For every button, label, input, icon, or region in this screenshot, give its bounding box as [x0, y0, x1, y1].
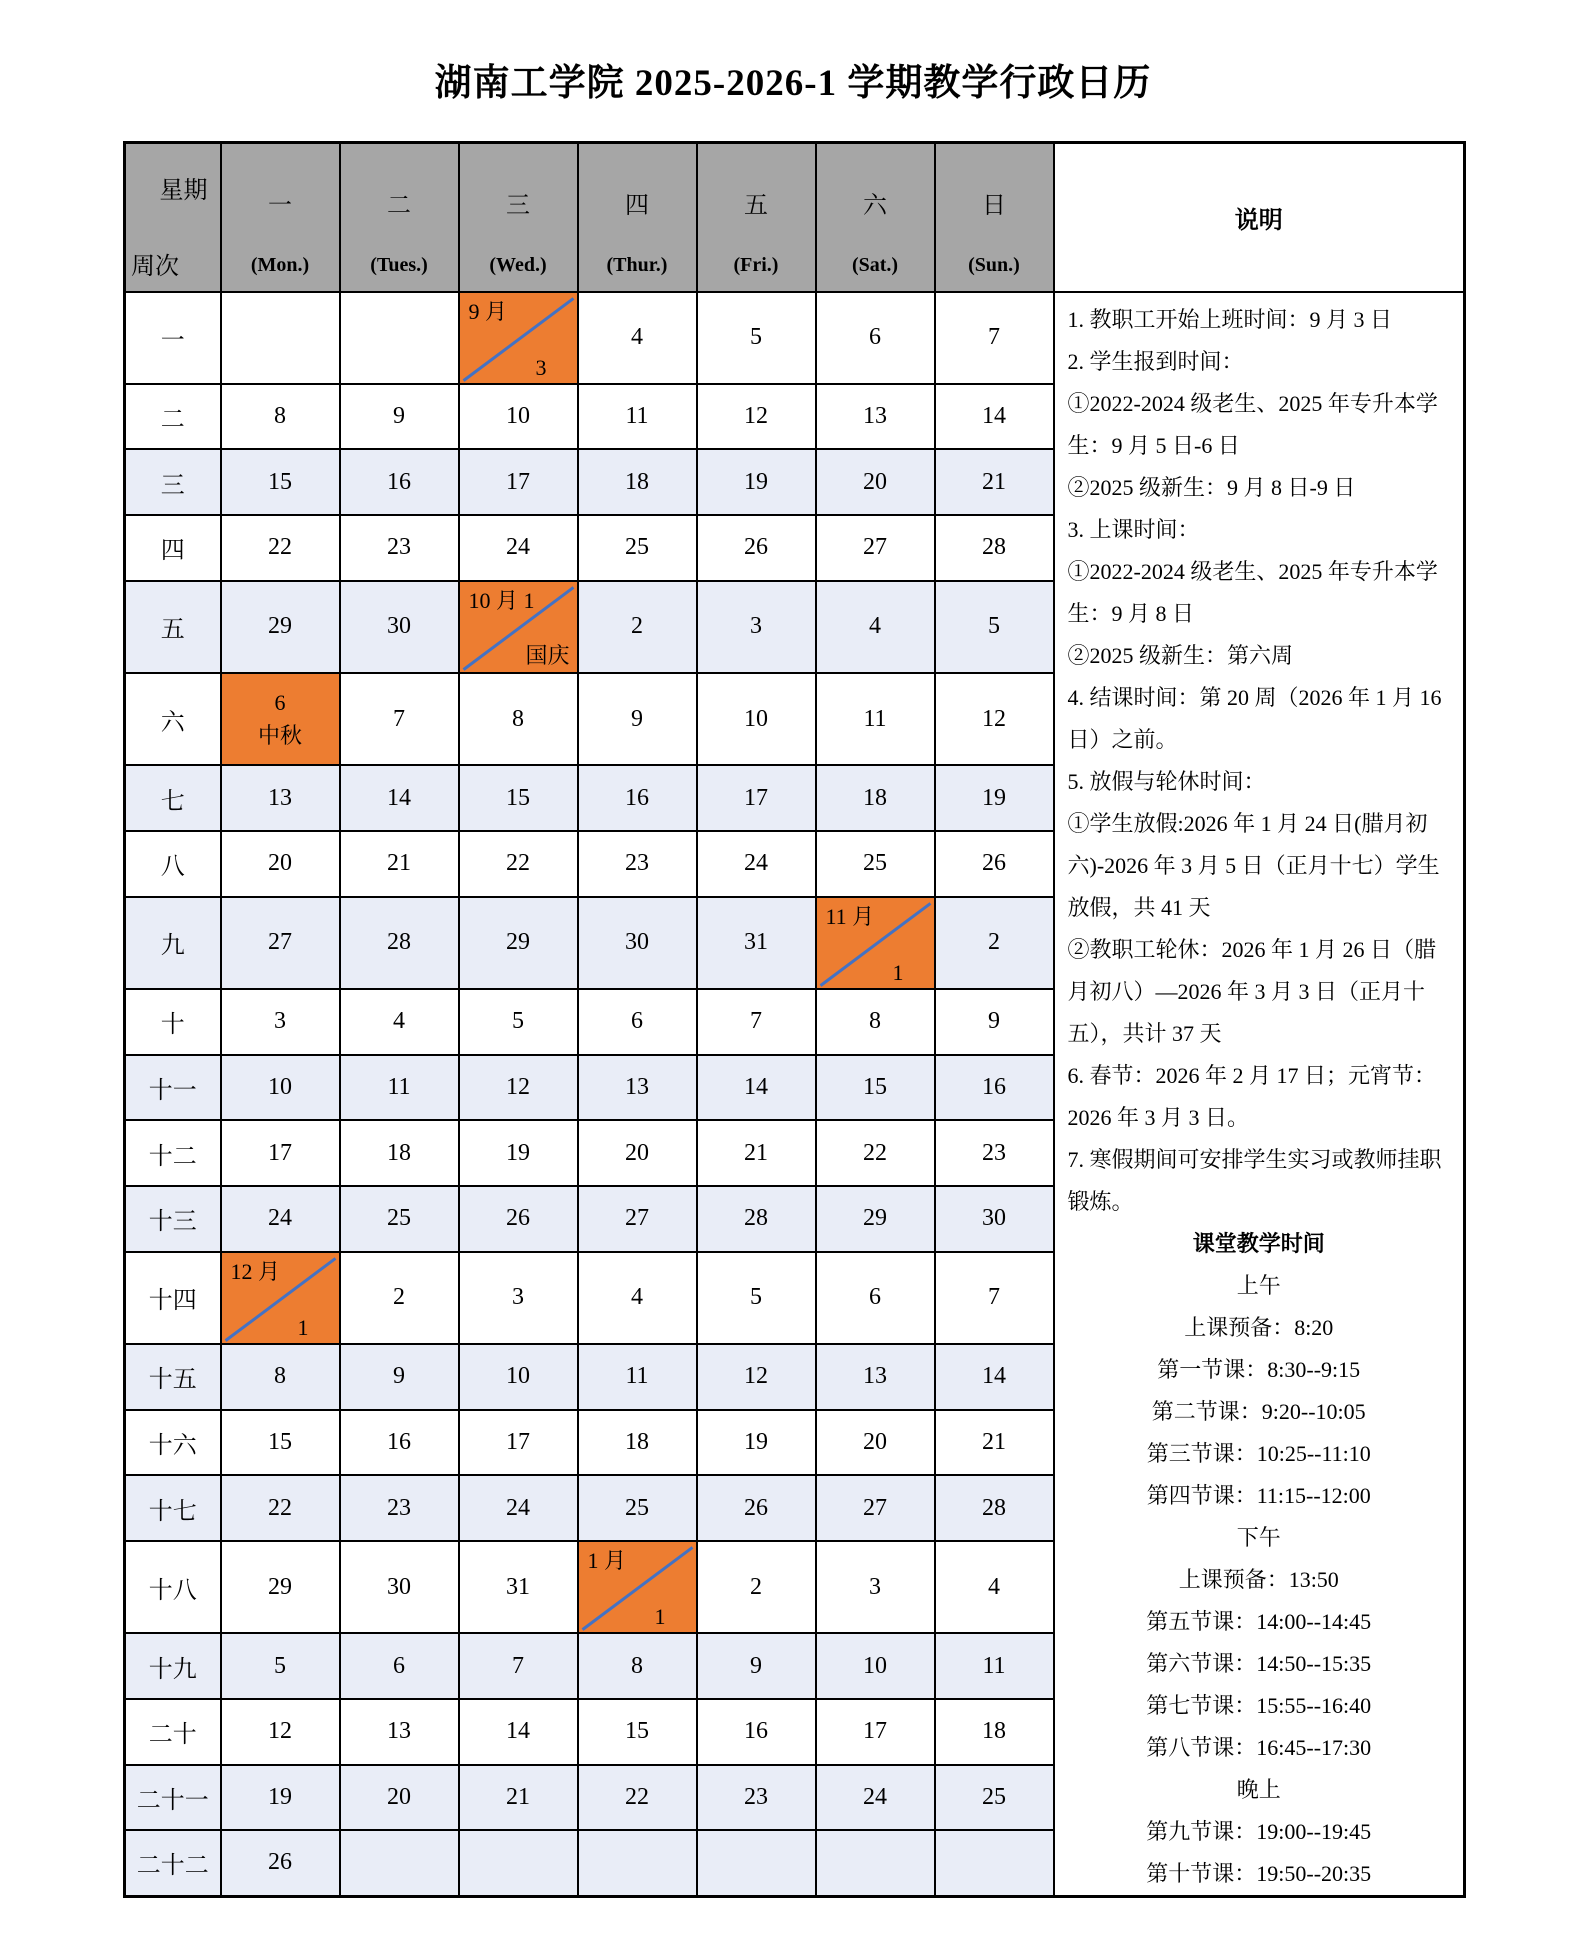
- month-label: 9 月: [468, 298, 508, 324]
- day-header-sat: [816, 143, 935, 292]
- week-label: 五: [125, 581, 221, 673]
- schedule-item: 第九节课：19:00--19:45: [1146, 1818, 1372, 1844]
- schedule-item: 上课预备：8:20: [1184, 1314, 1334, 1340]
- day-cell: [935, 1830, 1054, 1896]
- day-cell: 2: [578, 581, 697, 673]
- week-label: 十六: [125, 1410, 221, 1476]
- month-label: 11 月: [825, 903, 875, 929]
- day-header-sat-zh: 六: [863, 193, 887, 220]
- day-cell: 24: [459, 515, 578, 581]
- week-label: 十四: [125, 1252, 221, 1344]
- day-cell: 11: [935, 1633, 1054, 1699]
- day-cell: 20: [340, 1765, 459, 1831]
- day-cell: 29: [459, 897, 578, 989]
- week-label: 二十: [125, 1699, 221, 1765]
- day-cell: 23: [340, 515, 459, 581]
- day-cell: 12: [221, 1699, 340, 1765]
- note-line: 1. 教职工开始上班时间：9 月 3 日: [1067, 306, 1393, 332]
- day-cell: 24: [221, 1186, 340, 1252]
- corner-weekday-label: 星期: [159, 178, 208, 204]
- day-cell: 4: [340, 989, 459, 1055]
- week-label: 二十一: [125, 1765, 221, 1831]
- day-cell: 7: [459, 1633, 578, 1699]
- day-cell: 14: [935, 1344, 1054, 1410]
- day-cell: 22: [578, 1765, 697, 1831]
- day-cell: 5: [697, 292, 816, 384]
- month-start-cell: [816, 897, 935, 989]
- day-cell: 12: [697, 384, 816, 450]
- day-cell: 16: [340, 1410, 459, 1476]
- day-cell: 28: [697, 1186, 816, 1252]
- day-cell: 31: [697, 897, 816, 989]
- day-header-thu: [578, 143, 697, 292]
- month-day-label: 1: [297, 1315, 309, 1341]
- note-line: 2. 学生报到时间：: [1067, 348, 1244, 374]
- day-cell: 7: [697, 989, 816, 1055]
- day-cell: 25: [816, 831, 935, 897]
- day-cell: 21: [935, 449, 1054, 515]
- day-cell: 22: [221, 1475, 340, 1541]
- day-cell: 21: [697, 1120, 816, 1186]
- day-header-tue-en: (Tues.): [370, 254, 428, 277]
- day-cell: 15: [816, 1055, 935, 1121]
- week-label: 十七: [125, 1475, 221, 1541]
- day-header-wed-en: (Wed.): [489, 254, 547, 277]
- day-cell: 13: [816, 1344, 935, 1410]
- schedule-item: 第三节课：10:25--11:10: [1146, 1440, 1371, 1466]
- schedule-item: 第八节课：16:45--17:30: [1146, 1734, 1372, 1760]
- day-cell: 14: [697, 1055, 816, 1121]
- day-cell: 4: [578, 292, 697, 384]
- day-cell: 17: [221, 1120, 340, 1186]
- day-cell: 18: [935, 1699, 1054, 1765]
- festival-cell: [221, 673, 340, 765]
- day-header-tue-zh: 二: [387, 193, 411, 220]
- festival-day-label: 6: [274, 690, 286, 716]
- day-cell: 27: [578, 1186, 697, 1252]
- day-header-mon-en: (Mon.): [250, 254, 310, 277]
- day-cell: 8: [221, 384, 340, 450]
- day-cell: 4: [816, 581, 935, 673]
- day-cell: 29: [221, 1541, 340, 1633]
- day-cell: 23: [340, 1475, 459, 1541]
- day-cell: 21: [459, 1765, 578, 1831]
- day-cell: 6: [816, 1252, 935, 1344]
- day-cell: [578, 1830, 697, 1896]
- week-label: 十五: [125, 1344, 221, 1410]
- week-label: 八: [125, 831, 221, 897]
- month-label: 1 月: [587, 1548, 627, 1574]
- schedule-section-heading: 上午: [1236, 1272, 1281, 1298]
- day-cell: 10: [697, 673, 816, 765]
- note-line: 3. 上课时间：: [1067, 516, 1200, 542]
- class-schedule-title: 课堂教学时间: [1192, 1230, 1325, 1256]
- day-cell: 24: [697, 831, 816, 897]
- notes-cell: [1054, 292, 1465, 1897]
- day-cell: 7: [340, 673, 459, 765]
- week-label: 十二: [125, 1120, 221, 1186]
- day-cell: [697, 1830, 816, 1896]
- week-label: 三: [125, 449, 221, 515]
- day-cell: 13: [221, 765, 340, 831]
- day-cell: 20: [578, 1120, 697, 1186]
- day-cell: 24: [816, 1765, 935, 1831]
- day-cell: 5: [935, 581, 1054, 673]
- page-title: 湖南工学院 2025-2026-1 学期教学行政日历: [434, 63, 1152, 104]
- header-row: [125, 143, 1465, 292]
- day-cell: 26: [459, 1186, 578, 1252]
- day-cell: 11: [578, 384, 697, 450]
- day-cell: 5: [459, 989, 578, 1055]
- day-cell: 25: [340, 1186, 459, 1252]
- day-cell: 10: [459, 1344, 578, 1410]
- note-line: ①2022-2024 级老生、2025 年专升本学生：9 月 8 日: [1067, 558, 1438, 626]
- week-label: 六: [125, 673, 221, 765]
- day-cell: 22: [221, 515, 340, 581]
- day-header-thu-zh: 四: [625, 193, 649, 220]
- month-day-label: 3: [535, 354, 547, 380]
- month-day-label: 1: [892, 960, 904, 986]
- corner-header-cell: [125, 143, 221, 292]
- calendar-body: [125, 292, 1465, 1897]
- day-cell: 8: [459, 673, 578, 765]
- class-schedule: [1068, 1223, 1451, 1895]
- calendar-table: [123, 141, 1466, 1898]
- schedule-item: 第七节课：15:55--16:40: [1146, 1692, 1372, 1718]
- month-day-label: 1: [654, 1604, 666, 1630]
- day-cell: [340, 1830, 459, 1896]
- day-cell: 3: [697, 581, 816, 673]
- schedule-item: 上课预备：13:50: [1178, 1566, 1339, 1592]
- day-header-fri: [697, 143, 816, 292]
- day-header-mon-zh: 一: [268, 193, 292, 220]
- day-cell: 15: [459, 765, 578, 831]
- day-cell: 8: [221, 1344, 340, 1410]
- day-cell: 26: [697, 1475, 816, 1541]
- day-cell: 9: [578, 673, 697, 765]
- notes-content: [1055, 293, 1464, 1895]
- day-cell: 3: [816, 1541, 935, 1633]
- day-cell: 7: [935, 1252, 1054, 1344]
- day-cell: 4: [578, 1252, 697, 1344]
- note-line: 7. 寒假期间可安排学生实习或教师挂职锻炼。: [1067, 1146, 1442, 1214]
- week-label: 二: [125, 384, 221, 450]
- day-cell: 11: [816, 673, 935, 765]
- day-cell: 17: [816, 1699, 935, 1765]
- day-cell: 30: [340, 1541, 459, 1633]
- day-header-sun-zh: 日: [982, 193, 1006, 220]
- day-cell: 23: [578, 831, 697, 897]
- note-line: ①学生放假:2026 年 1 月 24 日(腊月初六)-2026 年 3 月 5 日（正月十七）学生放假，共 41 天: [1067, 810, 1440, 920]
- week-label: 十一: [125, 1055, 221, 1121]
- day-cell: 2: [935, 897, 1054, 989]
- schedule-section-heading: 晚上: [1236, 1776, 1281, 1802]
- day-cell: 6: [578, 989, 697, 1055]
- day-cell: 9: [697, 1633, 816, 1699]
- week-label: 十三: [125, 1186, 221, 1252]
- day-cell: 23: [935, 1120, 1054, 1186]
- day-header-mon: [221, 143, 340, 292]
- day-cell: 14: [340, 765, 459, 831]
- day-cell: 10: [221, 1055, 340, 1121]
- day-cell: 15: [221, 1410, 340, 1476]
- day-cell: 9: [340, 1344, 459, 1410]
- day-cell: 6: [340, 1633, 459, 1699]
- week-label: 一: [125, 292, 221, 384]
- day-cell: 20: [221, 831, 340, 897]
- month-day-label: 国庆: [525, 643, 570, 669]
- day-cell: 27: [816, 515, 935, 581]
- schedule-item: 第五节课：14:00--14:45: [1146, 1608, 1372, 1634]
- week-label: 十八: [125, 1541, 221, 1633]
- day-cell: 12: [935, 673, 1054, 765]
- day-cell: 28: [935, 515, 1054, 581]
- day-cell: 25: [935, 1765, 1054, 1831]
- day-header-fri-zh: 五: [744, 193, 768, 220]
- day-cell: 11: [578, 1344, 697, 1410]
- day-cell: 16: [697, 1699, 816, 1765]
- day-cell: 13: [578, 1055, 697, 1121]
- day-cell: 28: [935, 1475, 1054, 1541]
- schedule-item: 第六节课：14:50--15:35: [1146, 1650, 1372, 1676]
- day-cell: 22: [816, 1120, 935, 1186]
- schedule-item: 第十节课：19:50--20:35: [1146, 1860, 1372, 1886]
- month-start-cell: [578, 1541, 697, 1633]
- day-cell: 18: [816, 765, 935, 831]
- day-cell: 8: [816, 989, 935, 1055]
- day-cell: 27: [221, 897, 340, 989]
- day-cell: 16: [340, 449, 459, 515]
- week-label: 十九: [125, 1633, 221, 1699]
- note-line: ①2022-2024 级老生、2025 年专升本学生：9 月 5 日-6 日: [1067, 390, 1438, 458]
- day-cell: 30: [340, 581, 459, 673]
- day-cell: 20: [816, 1410, 935, 1476]
- schedule-item: 第一节课：8:30--9:15: [1157, 1356, 1361, 1382]
- corner-weeknum-label: 周次: [131, 253, 179, 280]
- day-header-wed-zh: 三: [506, 193, 530, 220]
- day-cell: 19: [459, 1120, 578, 1186]
- day-cell: 14: [935, 384, 1054, 450]
- day-cell: 12: [697, 1344, 816, 1410]
- month-start-cell: [459, 581, 578, 673]
- day-cell: [340, 292, 459, 384]
- day-cell: 25: [578, 515, 697, 581]
- day-cell: 30: [578, 897, 697, 989]
- day-cell: 10: [816, 1633, 935, 1699]
- day-cell: 21: [935, 1410, 1054, 1476]
- day-header-fri-en: (Fri.): [733, 254, 779, 277]
- day-cell: 29: [221, 581, 340, 673]
- day-cell: 19: [697, 1410, 816, 1476]
- day-cell: 26: [221, 1830, 340, 1896]
- day-cell: 10: [459, 384, 578, 450]
- day-cell: 26: [935, 831, 1054, 897]
- day-cell: 5: [221, 1633, 340, 1699]
- day-cell: 24: [459, 1475, 578, 1541]
- month-label: 12 月: [230, 1258, 281, 1284]
- day-cell: 20: [816, 449, 935, 515]
- day-cell: 15: [221, 449, 340, 515]
- day-cell: 26: [697, 515, 816, 581]
- day-cell: [221, 292, 340, 384]
- day-header-sun: [935, 143, 1054, 292]
- day-cell: 14: [459, 1699, 578, 1765]
- schedule-section-heading: 下午: [1236, 1524, 1281, 1550]
- day-cell: 3: [221, 989, 340, 1055]
- day-header-wed: [459, 143, 578, 292]
- schedule-item: 第四节课：11:15--12:00: [1146, 1482, 1371, 1508]
- day-cell: 13: [816, 384, 935, 450]
- day-cell: 2: [697, 1541, 816, 1633]
- day-cell: 18: [578, 1410, 697, 1476]
- day-cell: 17: [459, 1410, 578, 1476]
- day-cell: 19: [935, 765, 1054, 831]
- day-cell: 3: [459, 1252, 578, 1344]
- note-line: ②2025 级新生：9 月 8 日-9 日: [1067, 474, 1356, 500]
- month-start-cell: [221, 1252, 340, 1344]
- day-cell: 16: [578, 765, 697, 831]
- day-cell: 9: [340, 384, 459, 450]
- day-cell: 17: [459, 449, 578, 515]
- day-cell: 13: [340, 1699, 459, 1765]
- day-cell: 2: [340, 1252, 459, 1344]
- day-header-thu-en: (Thur.): [606, 254, 668, 277]
- note-line: ②教职工轮休：2026 年 1 月 26 日（腊月初八）—2026 年 3 月 3 日（正月十五），共计 37 天: [1067, 936, 1437, 1046]
- day-cell: [459, 1830, 578, 1896]
- day-cell: 8: [578, 1633, 697, 1699]
- week-label: 九: [125, 897, 221, 989]
- festival-name-label: 中秋: [257, 723, 302, 749]
- schedule-item: 第二节课：9:20--10:05: [1151, 1398, 1366, 1424]
- day-cell: 27: [816, 1475, 935, 1541]
- day-cell: 4: [935, 1541, 1054, 1633]
- day-cell: 16: [935, 1055, 1054, 1121]
- notes-header: 说明: [1054, 143, 1465, 292]
- day-cell: 5: [697, 1252, 816, 1344]
- day-cell: 9: [935, 989, 1054, 1055]
- week-row: [125, 292, 1465, 384]
- day-cell: 19: [697, 449, 816, 515]
- week-label: 二十二: [125, 1830, 221, 1896]
- day-cell: 18: [578, 449, 697, 515]
- day-cell: 11: [340, 1055, 459, 1121]
- day-cell: 30: [935, 1186, 1054, 1252]
- day-cell: 23: [697, 1765, 816, 1831]
- day-cell: 22: [459, 831, 578, 897]
- day-cell: 7: [935, 292, 1054, 384]
- note-line: ②2025 级新生：第六周: [1067, 642, 1294, 668]
- week-label: 十: [125, 989, 221, 1055]
- day-cell: 15: [578, 1699, 697, 1765]
- day-cell: 21: [340, 831, 459, 897]
- month-start-cell: [459, 292, 578, 384]
- day-cell: 31: [459, 1541, 578, 1633]
- day-cell: 28: [340, 897, 459, 989]
- note-line: 5. 放假与轮休时间：: [1067, 768, 1266, 794]
- day-header-tue: [340, 143, 459, 292]
- day-cell: 29: [816, 1186, 935, 1252]
- month-label: 10 月 1: [468, 587, 535, 613]
- day-cell: 6: [816, 292, 935, 384]
- day-cell: 12: [459, 1055, 578, 1121]
- day-cell: [816, 1830, 935, 1896]
- day-cell: 19: [221, 1765, 340, 1831]
- day-header-sat-en: (Sat.): [851, 254, 899, 277]
- week-label: 四: [125, 515, 221, 581]
- note-line: 4. 结课时间：第 20 周（2026 年 1 月 16 日）之前。: [1067, 684, 1442, 752]
- day-header-sun-en: (Sun.): [968, 254, 1020, 277]
- day-cell: 17: [697, 765, 816, 831]
- day-cell: 18: [340, 1120, 459, 1186]
- day-cell: 25: [578, 1475, 697, 1541]
- week-label: 七: [125, 765, 221, 831]
- note-line: 6. 春节：2026 年 2 月 17 日；元宵节：2026 年 3 月 3 日。: [1067, 1062, 1437, 1130]
